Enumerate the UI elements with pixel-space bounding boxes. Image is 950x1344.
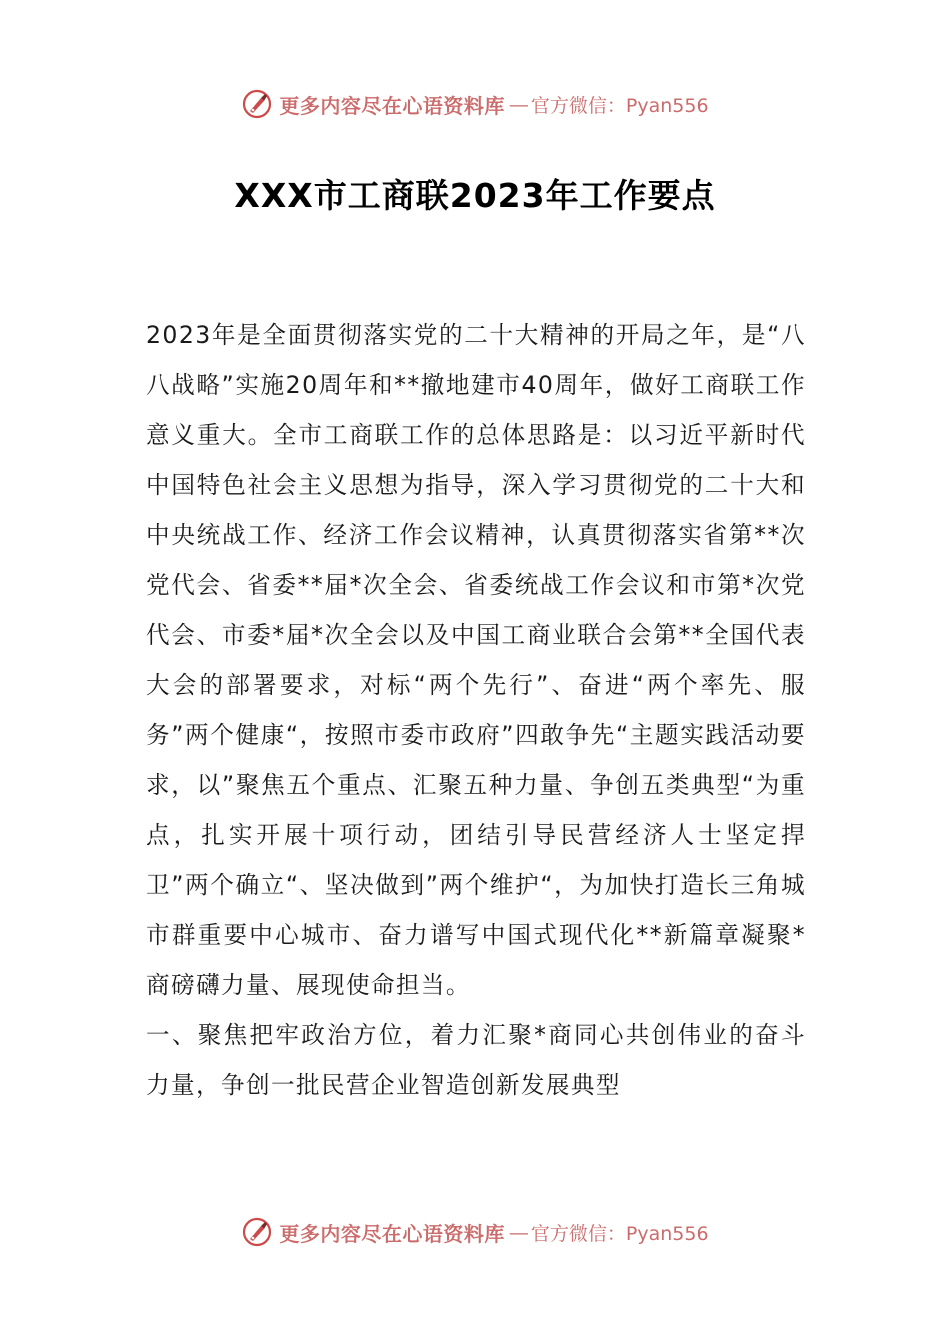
document-title: XXX市工商联2023年工作要点 <box>234 176 716 215</box>
watermark-separator: — <box>508 1220 527 1244</box>
body-paragraph: 2023年是全面贯彻落实党的二十大精神的开局之年，是“八八战略”实施20周年和**撤地建市40周年，做好工商联工作意义重大。全市工商联工作的总体思路是：以习近平新时代中国特色社会主义思想为指导，深入学习贯彻党的二十大和中央统战工作、经济工作会议精神，认真贯彻落实省第**次党代会、省委**届*次全会、省委统战工作会议和市第*次党代会、市委*届*次全会以及中国工商业联合会第**全国代表大会的部署要求，对标“两个先行”、奋进“两个率先、服务”两个健康“，按照市委市政府”四敢争先“主题实践活动要求，以”聚焦五个重点、汇聚五种力量、争创五类典型“为重点，扎实开展十项行动，团结引导民营经济人士坚定捍卫”两个确立“、坚决做到”两个维护“，为加快打造长三角城市群重要中心城市、奋力谱写中国式现代化**新篇章凝聚*商磅礴力量、展现使命担当。 <box>146 321 806 999</box>
watermark-banner-bottom <box>0 1212 950 1252</box>
watermark-wechat: 官方微信：Pyan556 <box>530 94 709 117</box>
watermark-separator: — <box>508 92 527 116</box>
watermark-brand: 更多内容尽在心语资料库 <box>279 93 505 118</box>
pen-nib-logo-icon <box>241 1216 273 1248</box>
watermark-wechat: 官方微信：Pyan556 <box>530 1222 709 1245</box>
watermark-brand: 更多内容尽在心语资料库 <box>279 1221 505 1246</box>
pen-nib-logo-icon <box>241 88 273 120</box>
section-heading: 一、聚焦把牢政治方位，着力汇聚*商同心共创伟业的奋斗力量，争创一批民营企业智造创新发展典型 <box>146 1021 806 1099</box>
watermark-banner-top <box>0 84 950 124</box>
document-body <box>146 310 806 1110</box>
